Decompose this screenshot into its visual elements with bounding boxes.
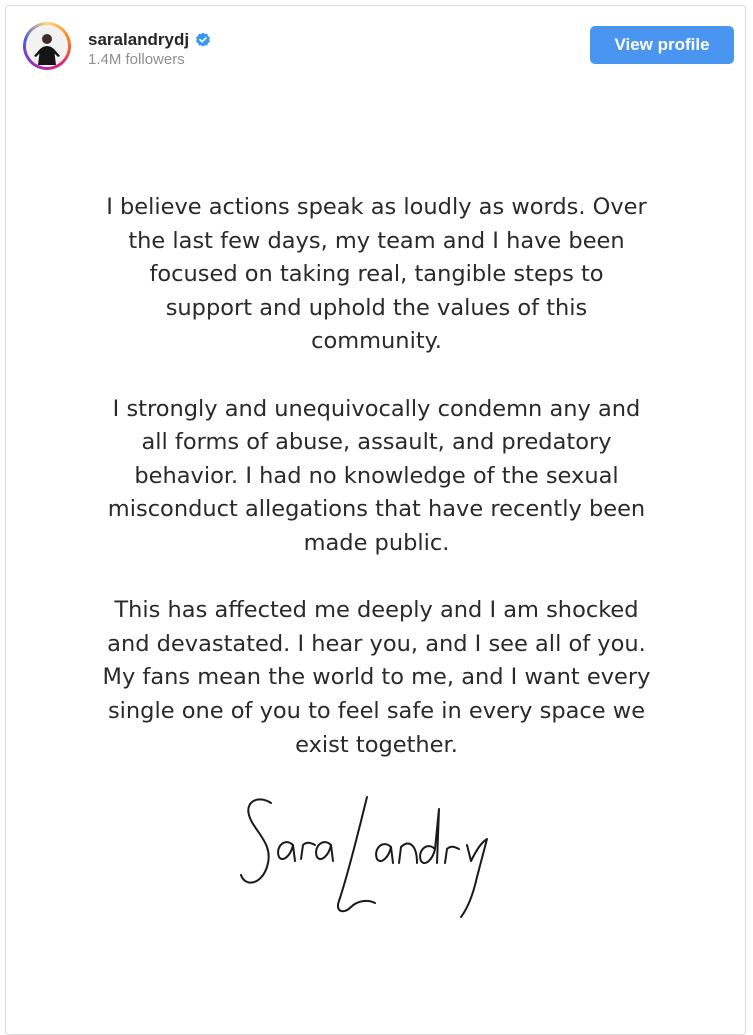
- statement-text: [6, 191, 746, 796]
- statement-paragraph-1: I believe actions speak as loudly as words. Over the last few days, my team and I have been focused on taking real, tangible steps to support and uphold the values of this community.: [106, 194, 647, 355]
- handwritten-signature: [231, 789, 511, 924]
- username[interactable]: saralandrydj: [88, 30, 190, 49]
- view-profile-button[interactable]: View profile: [590, 26, 734, 64]
- username-row: [88, 30, 211, 50]
- statement-paragraph-2: I strongly and unequivocally condemn any and all forms of abuse, assault, and predatory behavior. I had no knowledge of the sexual misconduct allegations that have recently been made public.: [107, 395, 646, 556]
- statement-paragraph-3: This has affected me deeply and I am shocked and devastated. I hear you, and I see all of you. My fans mean the world to me, and I want every single one of you to feel safe in every space we exist together.: [102, 597, 651, 758]
- instagram-embed-card: [5, 5, 746, 1035]
- profile-photo-icon: [26, 25, 68, 67]
- followers-count: 1.4M followers: [88, 51, 185, 68]
- verified-badge-icon: [195, 32, 211, 48]
- post-header: [6, 6, 745, 82]
- story-ring[interactable]: [23, 22, 71, 70]
- avatar[interactable]: [26, 25, 68, 67]
